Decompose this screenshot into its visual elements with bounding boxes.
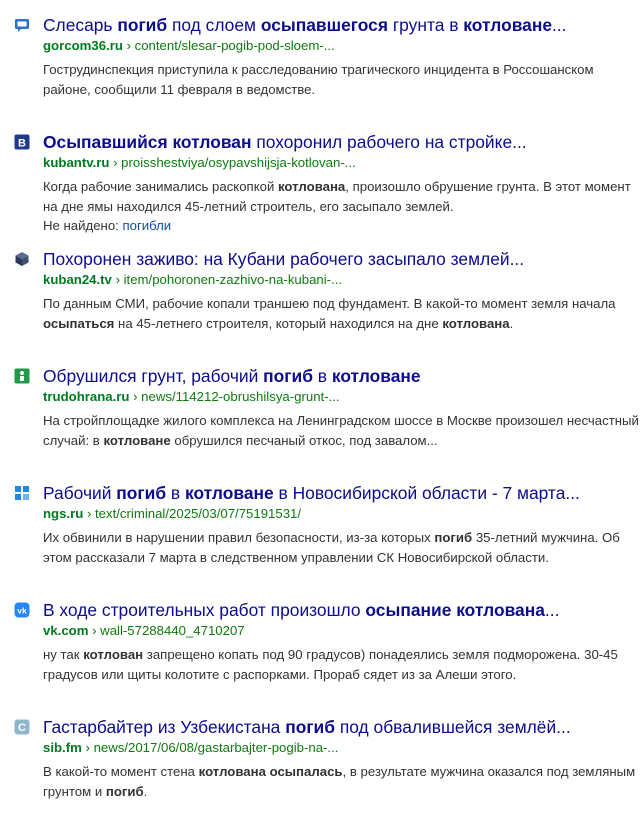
result-snippet	[43, 762, 640, 801]
text-run: Гострудинспекция приступила к расследованию трагического инцидента в Россошанском районе, сообщили 11 февраля в ведомстве.	[43, 62, 594, 97]
result-domain-link[interactable]: kuban24.tv	[43, 272, 112, 287]
text-run: запрещено копать под 90 градусов) понадеялись земля подморожена. 30-45 градусов или щиты колотите с распорками. Прораб сядет из за Алеши этого.	[43, 647, 618, 682]
highlighted-term: котлована осыпалась	[198, 764, 343, 779]
result-domain-link[interactable]: kubantv.ru	[43, 155, 110, 170]
svg-text:B: B	[18, 137, 26, 150]
result-title-link[interactable]	[43, 13, 567, 37]
result-snippet	[43, 528, 640, 567]
text-run: на 45-летнего строителя, который находился на дне	[114, 315, 443, 331]
result-path-link[interactable]: › text/criminal/2025/03/07/75191531/	[83, 506, 302, 521]
result-path-link[interactable]: › wall-57288440_4710207	[88, 623, 245, 638]
sibfm-c-icon[interactable]	[14, 719, 30, 735]
highlighted-term: котлована	[278, 179, 346, 194]
result-snippet	[43, 177, 640, 216]
text-run: Обрушился грунт, рабочий	[43, 366, 264, 386]
not-found-word-link[interactable]: погибли	[122, 218, 172, 233]
result-title-link[interactable]	[43, 130, 527, 154]
result-title-row	[14, 247, 640, 271]
highlighted-term: погиб	[285, 717, 335, 737]
result-path-link[interactable]: › content/slesar-pogib-pod-sloem-...	[122, 38, 335, 53]
result-title-row	[14, 598, 640, 622]
result-url	[43, 505, 640, 523]
text-run: ...	[544, 600, 560, 620]
result-snippet	[43, 60, 640, 99]
result-domain-link[interactable]: ngs.ru	[43, 506, 84, 521]
result-domain-link[interactable]: vk.com	[43, 623, 89, 638]
result-snippet	[43, 411, 640, 450]
result-title-link[interactable]	[43, 598, 559, 622]
highlighted-term: осыпавшегося	[260, 15, 388, 35]
highlighted-term: котлован	[83, 647, 144, 662]
text-run: Похоронен заживо: на Кубани рабочего засыпало землей...	[43, 249, 525, 269]
text-run: ...	[552, 15, 567, 35]
text-run: .	[143, 783, 148, 799]
highlighted-term: погиб	[434, 530, 473, 545]
text-run: , в результате мужчина оказался под земляным грунтом и	[43, 764, 636, 799]
highlighted-term: погиб	[117, 15, 168, 35]
result-url	[43, 739, 640, 757]
highlighted-term: погиб	[105, 783, 144, 799]
text-run: обрушился песчаный откос, под завалом...	[170, 432, 438, 448]
not-found-line	[43, 216, 640, 236]
result-domain-link[interactable]: gorcom36.ru	[43, 38, 123, 53]
highlighted-term: осыпаться	[43, 315, 115, 331]
text-run: Рабочий	[43, 483, 117, 503]
ngs-grid-icon[interactable]	[14, 485, 30, 501]
highlighted-term: котлована	[442, 315, 510, 331]
text-run: в	[166, 483, 185, 503]
result-title-row	[14, 481, 640, 505]
result-path-link[interactable]: › proisshestviya/osypavshijsja-kotlovan-...	[109, 155, 356, 170]
result-path-link[interactable]: › item/pohoronen-zazhivo-na-kubani-...	[111, 272, 343, 287]
text-run: Слесарь	[43, 15, 118, 35]
result-domain-link[interactable]: trudohrana.ru	[43, 389, 130, 404]
search-results-list	[14, 13, 640, 832]
kuban24-cube-icon[interactable]	[14, 251, 30, 267]
result-url	[43, 388, 640, 406]
result-title-row	[14, 13, 640, 37]
text-run: 35-летний мужчина. Об этом рассказали 7 марта в следственном управлении СК Новосибирской области.	[43, 530, 620, 565]
highlighted-term: погиб	[263, 366, 313, 386]
text-run: в	[312, 366, 332, 386]
text-run: Когда рабочие занимались раскопкой	[43, 179, 278, 194]
text-run: Гастарбайтер из Узбекистана	[43, 717, 286, 737]
result-snippet	[43, 294, 640, 333]
search-result	[14, 13, 640, 130]
text-run: .	[509, 315, 514, 331]
svg-text:vk: vk	[17, 605, 27, 616]
speech-bubble-icon[interactable]	[14, 17, 30, 33]
result-title-row	[14, 130, 640, 154]
text-run: ну так	[43, 647, 84, 662]
result-snippet	[43, 645, 640, 684]
text-run: В какой-то момент стена	[43, 764, 199, 779]
not-found-label: Не найдено:	[43, 218, 123, 233]
highlighted-term: котловане	[184, 483, 274, 503]
highlighted-term: Осыпавшийся котлован	[43, 132, 252, 152]
search-result	[14, 364, 640, 481]
result-url	[43, 154, 640, 172]
svg-text:C: C	[18, 722, 26, 734]
result-path-link[interactable]: › news/114212-obrushilsya-grunt-...	[129, 389, 340, 404]
result-title-link[interactable]	[43, 364, 421, 388]
highlighted-term: котловане	[463, 15, 552, 35]
result-url	[43, 37, 640, 55]
highlighted-term: осыпание котлована	[365, 600, 545, 620]
highlighted-term: котловане	[103, 432, 171, 448]
result-url	[43, 271, 640, 289]
text-run: По данным СМИ, рабочие копали траншею под фундамент. В какой-то момент земля начала	[43, 296, 616, 311]
result-url	[43, 622, 640, 640]
text-run: , произошло обрушение грунта. В этот момент на дне ямы находился 45-летний строитель, его засыпало землей.	[43, 179, 631, 214]
text-run: под обвалившейся землёй...	[335, 717, 571, 737]
search-result	[14, 130, 640, 247]
result-path-link[interactable]: › news/2017/06/08/gastarbajter-pogib-na-...	[81, 740, 339, 755]
result-title-link[interactable]	[43, 247, 524, 271]
text-run: в Новосибирской области - 7 марта...	[273, 483, 580, 503]
trudohrana-person-icon[interactable]	[14, 368, 30, 384]
search-result	[14, 715, 640, 832]
text-run: Их обвинили в нарушении правил безопасности, из-за которых	[43, 530, 435, 545]
search-result	[14, 598, 640, 715]
highlighted-term: котловане	[331, 366, 421, 386]
text-run: В ходе строительных работ произошло	[43, 600, 366, 620]
result-domain-link[interactable]: sib.fm	[43, 740, 82, 755]
vk-icon[interactable]	[14, 602, 30, 618]
result-title-link[interactable]	[43, 715, 571, 739]
search-result	[14, 481, 640, 598]
text-run: под слоем	[167, 15, 261, 35]
result-title-row	[14, 715, 640, 739]
text-run: На стройплощадке жилого комплекса на Ленинградском шоссе в Москве произошел несчастный случай: в	[43, 413, 639, 448]
text-run: похоронил рабочего на стройке...	[251, 132, 527, 152]
text-run: грунта в	[388, 15, 464, 35]
search-result	[14, 247, 640, 364]
result-title-row	[14, 364, 640, 388]
kubantv-b-icon[interactable]	[14, 134, 30, 150]
highlighted-term: погиб	[116, 483, 167, 503]
result-title-link[interactable]	[43, 481, 580, 505]
